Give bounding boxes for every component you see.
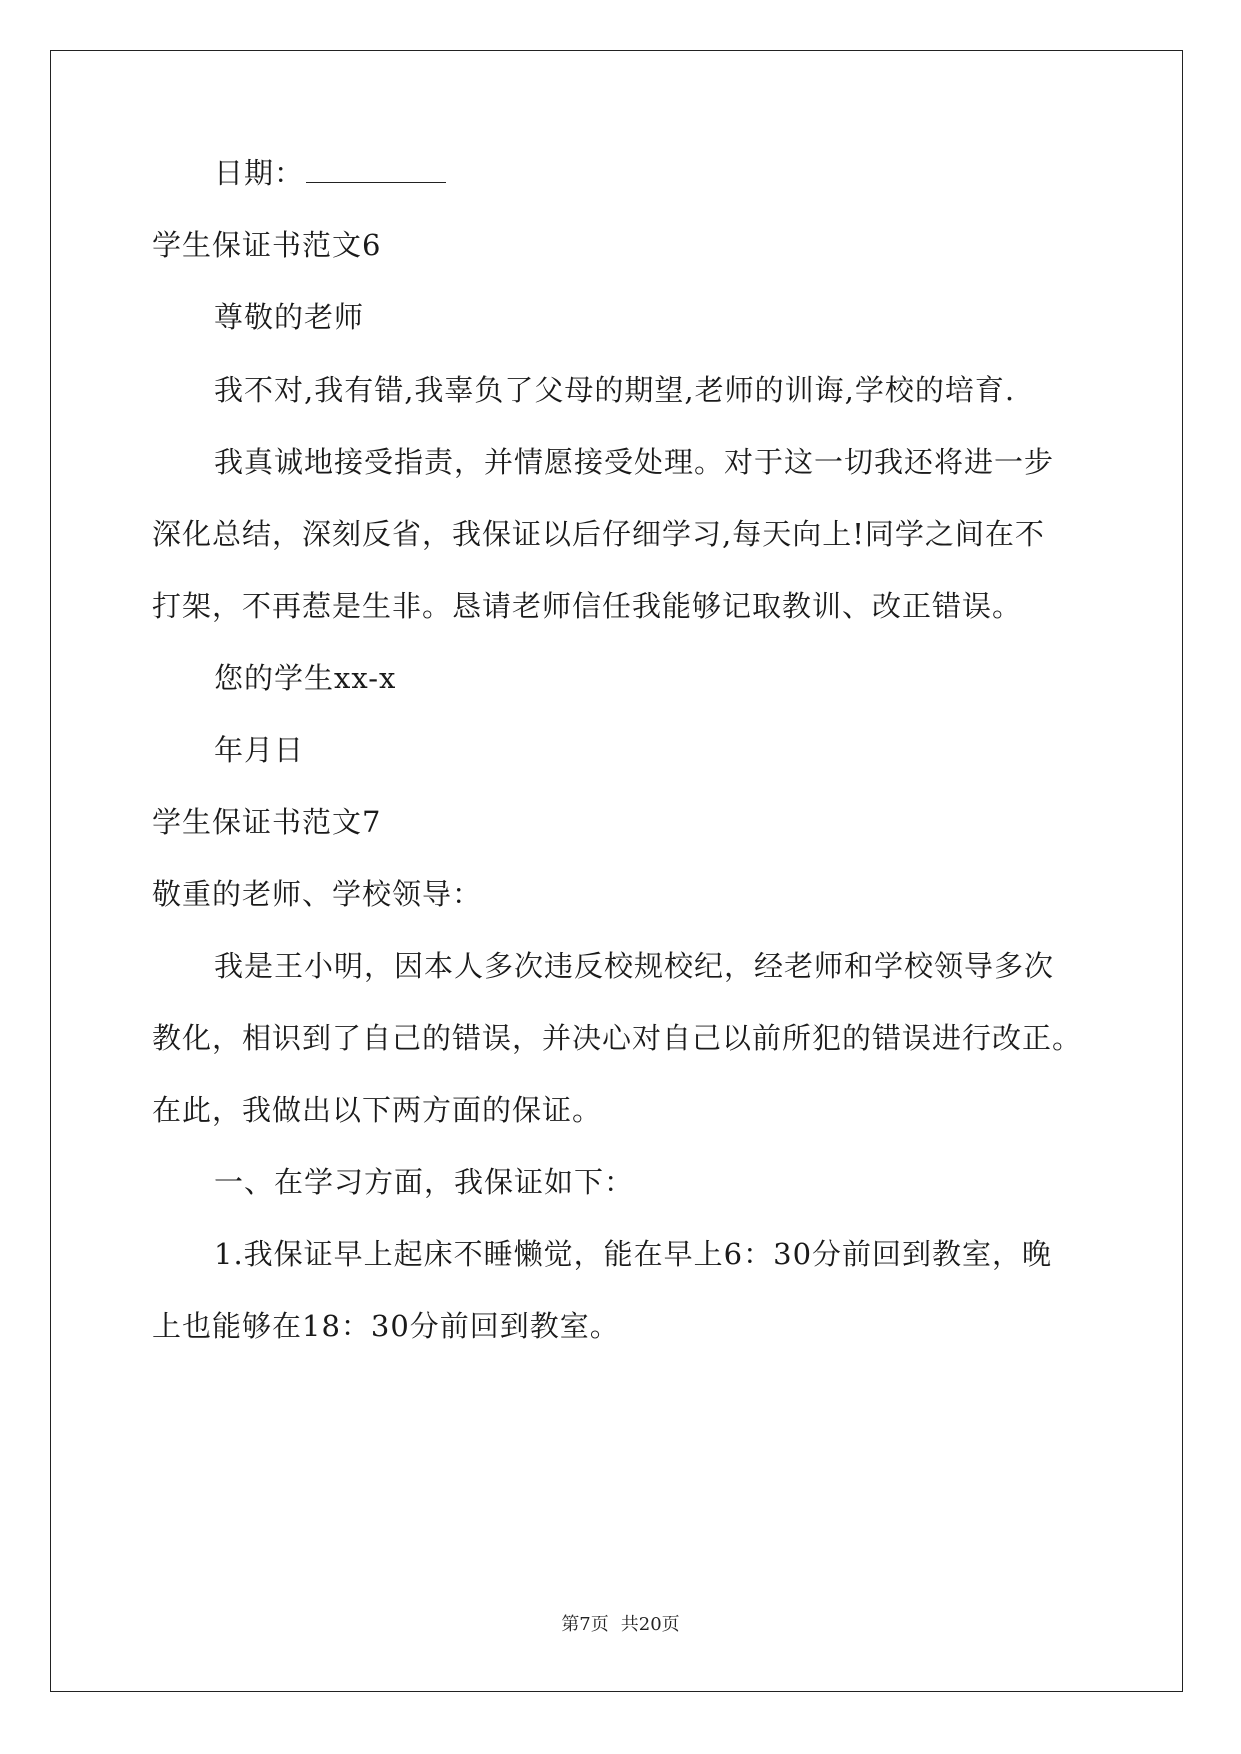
subheading: 一、在学习方面，我保证如下： — [214, 1165, 635, 1199]
date-blank — [306, 160, 446, 183]
page-number: 第7页 — [561, 1614, 609, 1635]
signature: 您的学生xx-x — [214, 661, 397, 695]
paragraph-line: 上也能够在18：30分前回到教室。 — [152, 1309, 620, 1343]
paragraph-line: 我是王小明，因本人多次违反校规校纪，经老师和学校领导多次 — [214, 949, 1055, 983]
page-footer — [0, 1614, 1241, 1636]
date-placeholder: 年月日 — [214, 733, 305, 767]
page-total: 共20页 — [620, 1614, 680, 1635]
paragraph-line: 教化，相识到了自己的错误，并决心对自己以前所犯的错误进行改正。 — [152, 1021, 1083, 1055]
salutation: 尊敬的老师 — [214, 300, 365, 334]
paragraph-line: 深化总结，深刻反省，我保证以后仔细学习,每天向上!同学之间在不 — [152, 517, 1045, 551]
paragraph-line: 我真诚地接受指责，并情愿接受处理。对于这一切我还将进一步 — [214, 445, 1055, 479]
page-border — [50, 50, 1183, 1692]
paragraph-line: 打架，不再惹是生非。恳请老师信任我能够记取教训、改正错误。 — [152, 589, 1023, 623]
paragraph-line: 我不对,我有错,我辜负了父母的期望,老师的训诲,学校的培育. — [214, 373, 1016, 407]
salutation: 敬重的老师、学校领导： — [152, 877, 483, 911]
section-title-6: 学生保证书范文6 — [152, 228, 382, 262]
paragraph-line: 在此，我做出以下两方面的保证。 — [152, 1093, 603, 1127]
date-line — [214, 155, 446, 191]
paragraph-line: 1.我保证早上起床不睡懒觉，能在早上6：30分前回到教室，晚 — [214, 1237, 1053, 1271]
section-title-7: 学生保证书范文7 — [152, 805, 382, 839]
date-label: 日期： — [214, 156, 305, 190]
